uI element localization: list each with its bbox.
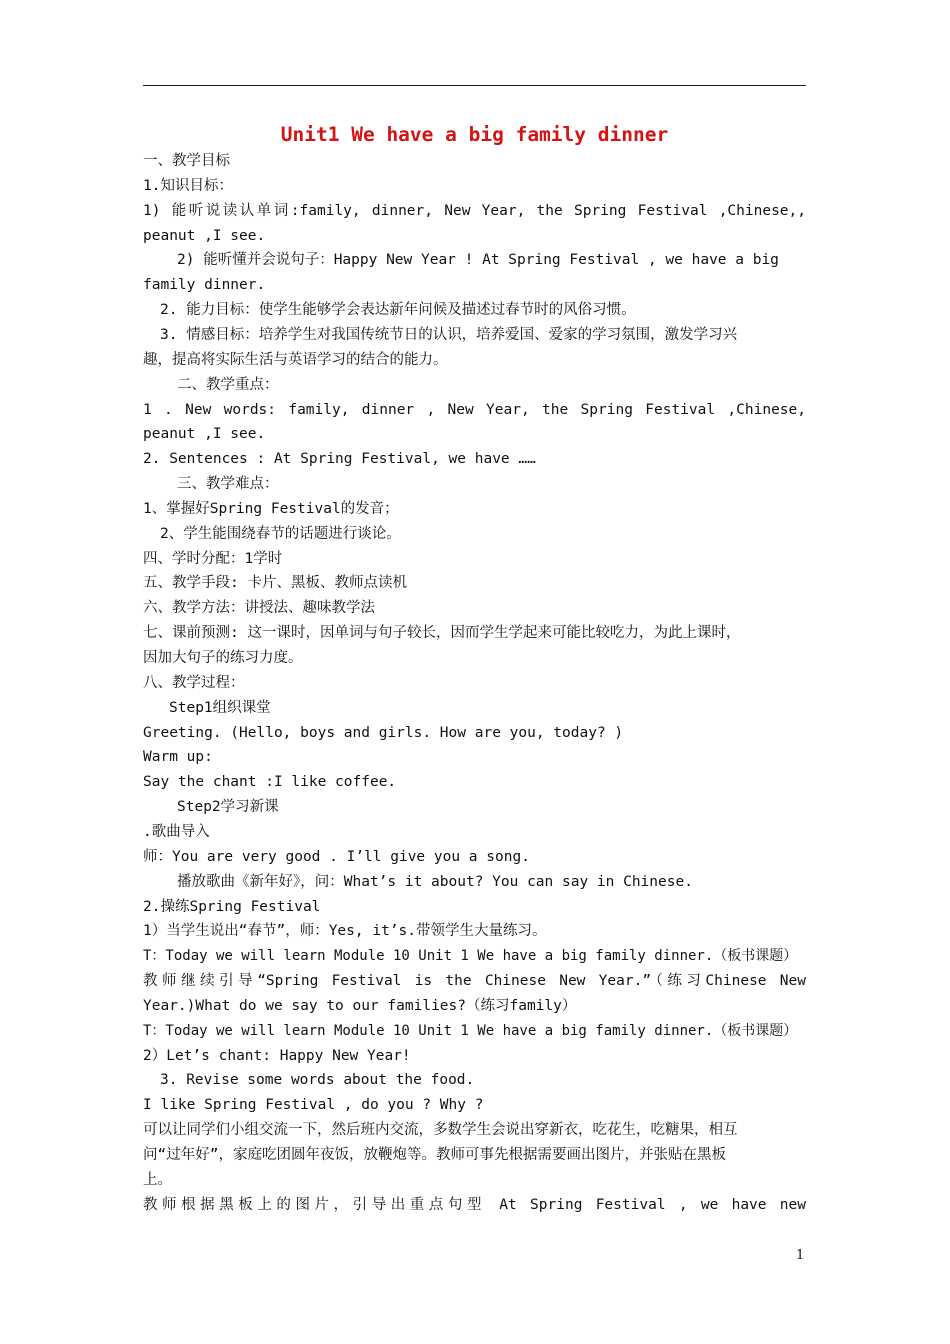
text-line: Step1组织课堂 — [169, 699, 271, 716]
document-title: Unit1 We have a big family dinner — [280, 123, 669, 146]
text-line: 因加大句子的练习力度。 — [143, 650, 303, 666]
text-line: 3. Revise some words about the food. — [160, 1072, 475, 1089]
text-line: 六、教学方法：讲授法、趣味教学法 — [143, 600, 375, 617]
text-line: .歌曲导入 — [143, 823, 210, 840]
text-line: Year.)What do we say to our families?（练习family） — [143, 997, 577, 1014]
text-line: 2）Let’s chant: Happy New Year! — [143, 1047, 411, 1064]
text-line: 1 . New words: family, dinner , New Year, the Spring Festival ,Chinese, — [143, 401, 806, 418]
text-line: Say the chant :I like coffee. — [143, 774, 397, 791]
text-line: T：Today we will learn Module 10 Unit 1 We have a big family dinner.（板书课题） — [143, 948, 798, 965]
text-line: Step2学习新课 — [177, 799, 279, 816]
text-line: 1.知识目标： — [143, 177, 233, 194]
text-line: peanut ,I see. — [143, 426, 266, 443]
text-line: 1、掌握好Spring Festival的发音； — [143, 500, 399, 517]
text-line: 2. Sentences : At Spring Festival, we have …… — [143, 451, 536, 468]
text-line: 问“过年好”，家庭吃团圆年夜饭，放鞭炮等。教师可事先根据需要画出图片，并张贴在黑板 — [143, 1147, 726, 1163]
text-line: 1) 能听说读认单词:family, dinner, New Year, the Spring Festival ,Chinese,, — [143, 202, 806, 219]
text-line: 七、课前预测: 这一课时，因单词与句子较长，因而学生学起来可能比较吃力，为此上课时， — [143, 625, 741, 642]
text-line: 师：You are very good . I’ll give you a song. — [143, 848, 530, 865]
text-line: 趣，提高将实际生活与英语学习的结合的能力。 — [143, 351, 448, 368]
text-line: 八、教学过程： — [143, 674, 245, 691]
page-number: 1 — [796, 1248, 805, 1263]
text-line: 二、教学重点： — [177, 376, 279, 393]
text-line: 1）当学生说出“春节”，师：Yes, it’s.带领学生大量练习。 — [143, 923, 547, 940]
text-line: I like Spring Festival , do you ? Why ? — [143, 1097, 484, 1114]
text-line: 五、教学手段: 卡片、黑板、教师点读机 — [143, 575, 407, 592]
text-line: T：Today we will learn Module 10 Unit 1 We have a big family dinner.（板书课题） — [143, 1022, 798, 1039]
header-rule — [143, 85, 806, 86]
text-line: 2.操练Spring Festival — [143, 898, 321, 915]
text-line: 可以让同学们小组交流一下，然后班内交流，多数学生会说出穿新衣，吃花生，吃糖果，相互 — [143, 1122, 738, 1139]
text-line: peanut ,I see. — [143, 227, 266, 244]
text-line: 播放歌曲《新年好》，问：What’s it about? You can say in Chinese. — [177, 873, 693, 890]
text-line: 2. 能力目标：使学生能够学会表达新年问候及描述过春节时的风俗习惯。 — [160, 302, 636, 319]
text-line: 三、教学难点： — [177, 476, 279, 493]
text-line: 一、教学目标 — [143, 153, 230, 169]
text-line: Warm up: — [143, 749, 213, 766]
text-line: 上。 — [143, 1171, 172, 1188]
text-line: 2) 能听懂并会说句子：Happy New Year ! At Spring Festival , we have a big — [177, 252, 779, 269]
text-line: 2、学生能围绕春节的话题进行谈论。 — [160, 525, 401, 542]
text-line: 3. 情感目标：培养学生对我国传统节日的认识，培养爱国、爱家的学习氛围，激发学习兴 — [160, 326, 738, 343]
text-line: Greeting. (Hello, boys and girls. How are you, today? ) — [143, 724, 624, 741]
text-line: family dinner. — [143, 277, 266, 294]
text-line: 教师根据黑板上的图片，引导出重点句型 At Spring Festival , we have new — [143, 1196, 806, 1213]
text-line: 四、学时分配：1学时 — [143, 550, 283, 567]
text-line: 教师继续引导“Spring Festival is the Chinese New Year.”（练习Chinese New — [143, 973, 806, 990]
